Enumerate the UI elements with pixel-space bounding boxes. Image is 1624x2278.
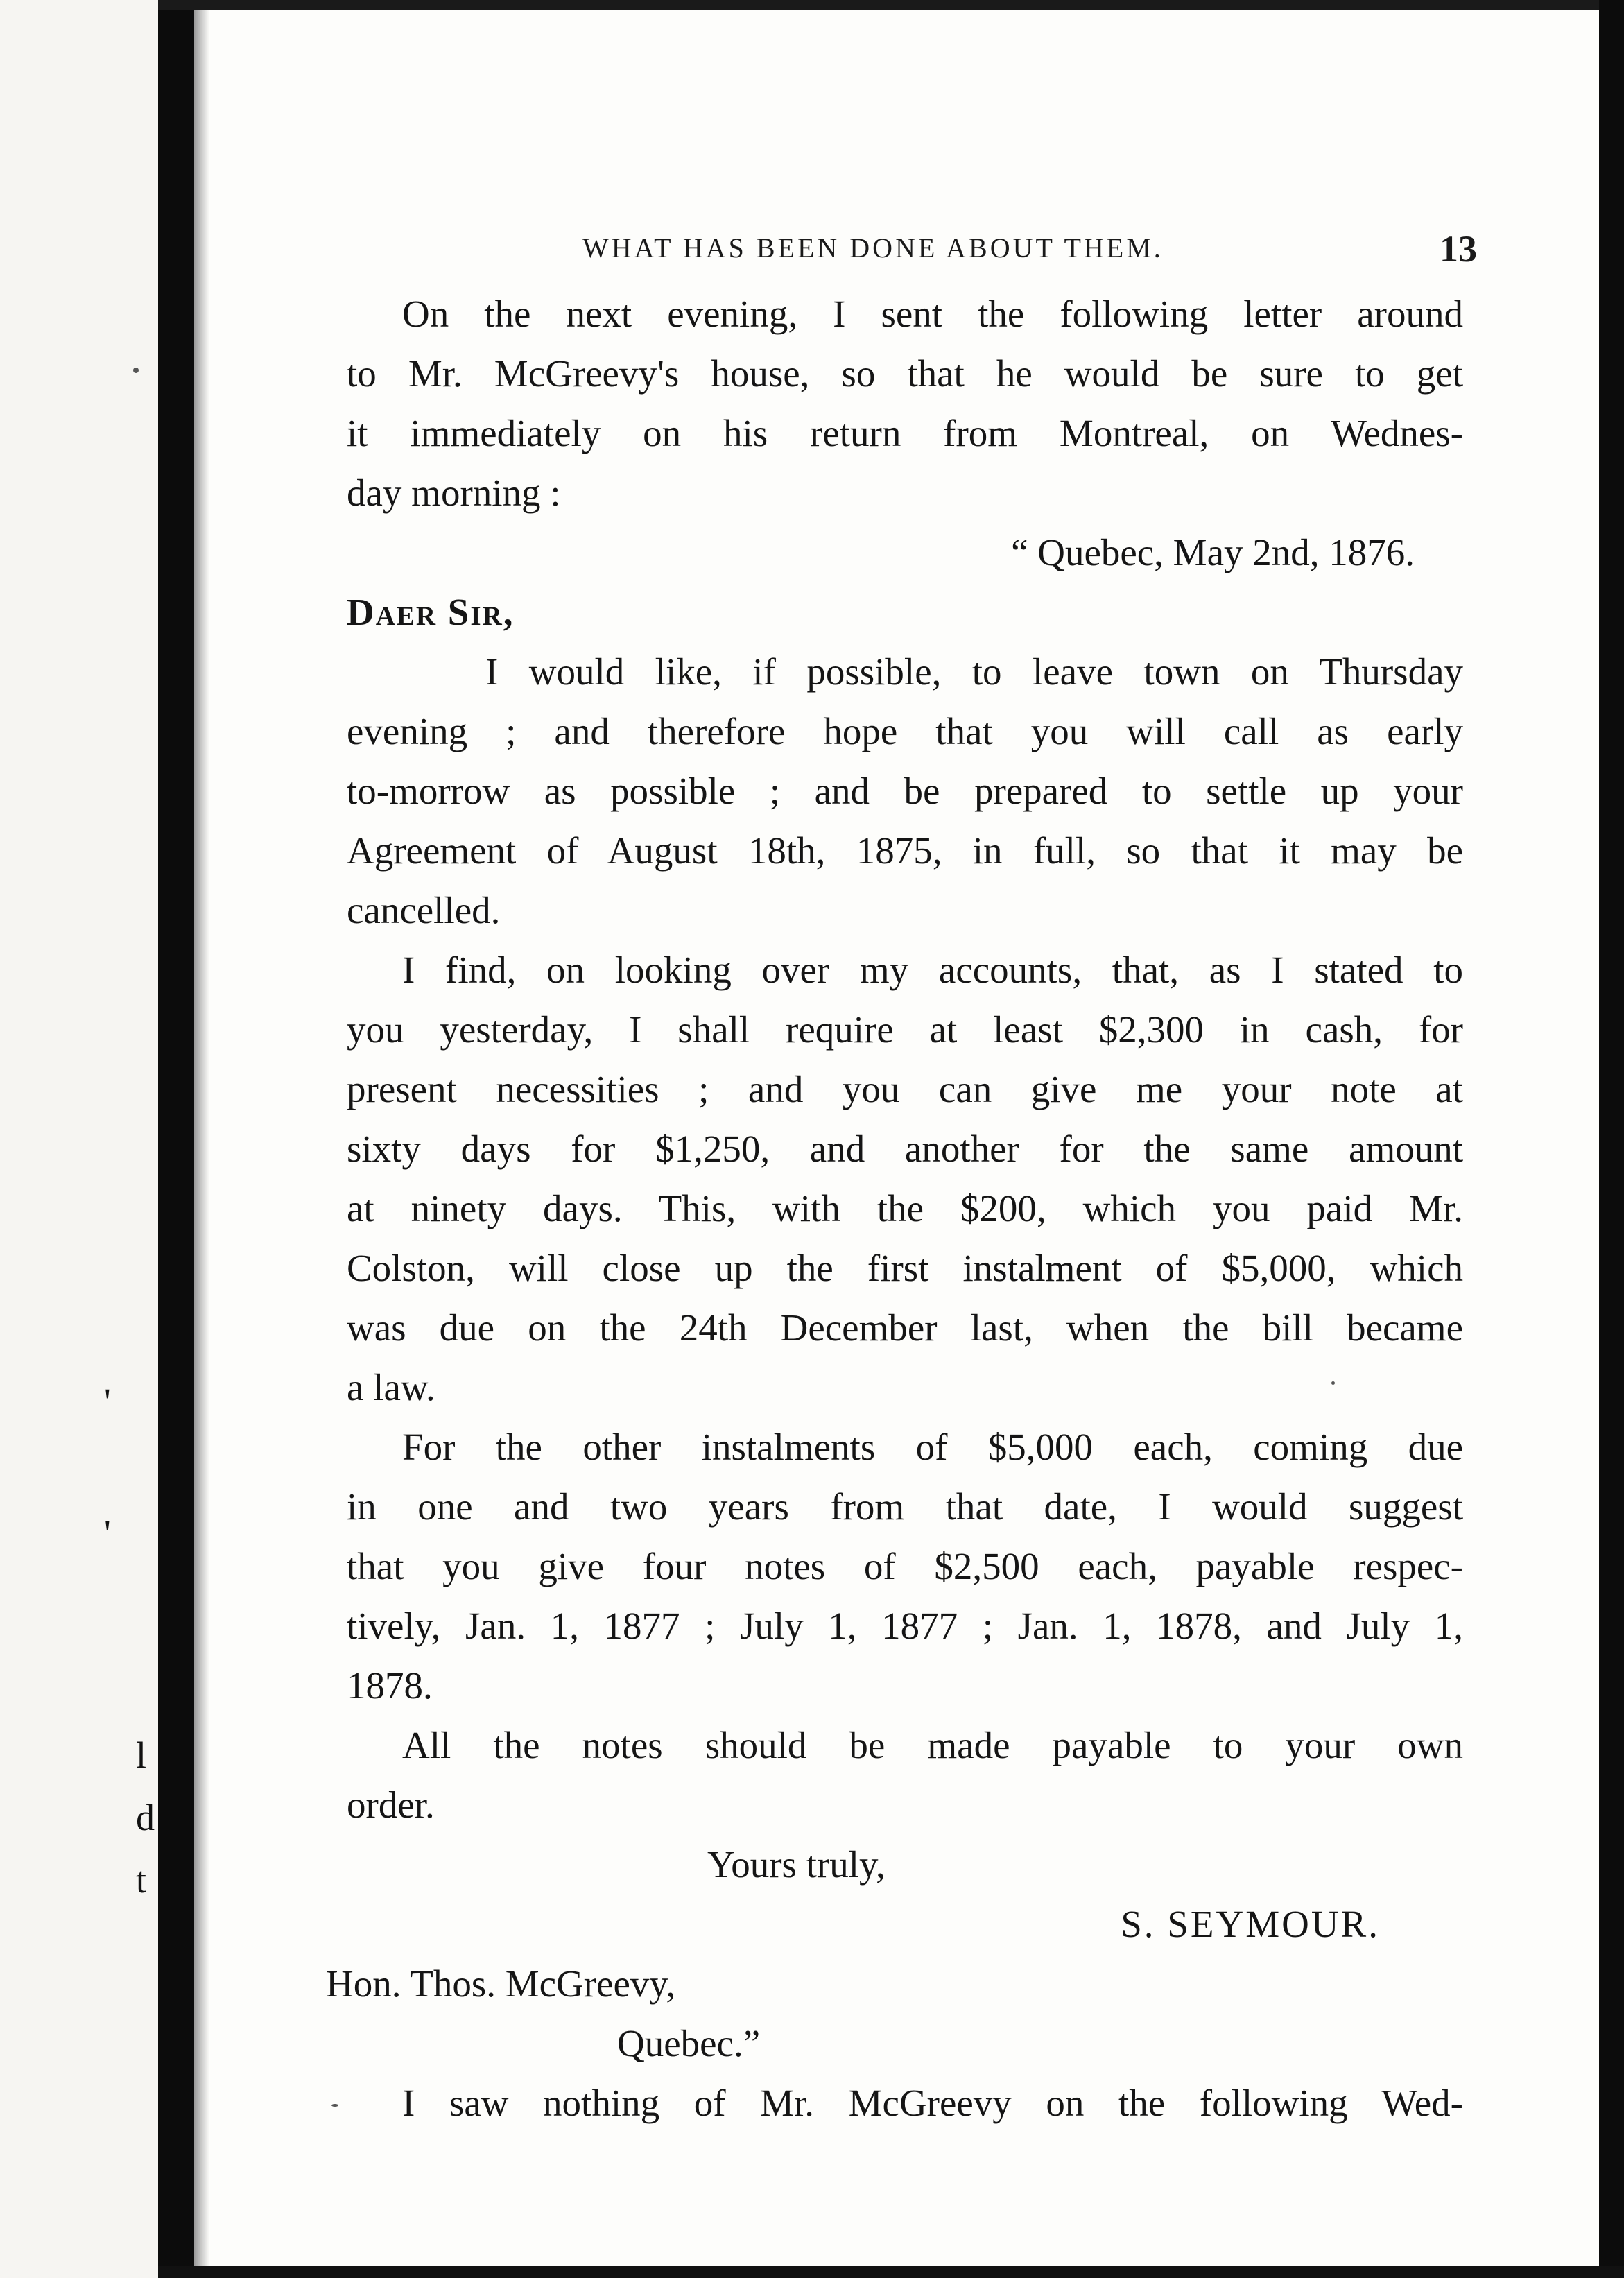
running-title: WHAT HAS BEEN DONE ABOUT THEM.: [582, 232, 1164, 264]
text-line: Colston, will close up the first instalment of $5,000, which: [347, 1247, 1463, 1289]
letter-addressee-city: Quebec.”: [617, 2022, 761, 2064]
text-line: that you give four notes of $2,500 each, payable respec-: [347, 1545, 1463, 1587]
text-line: I saw nothing of Mr. McGreevy on the following Wed-: [402, 2082, 1463, 2124]
text-line: it immediately on his return from Montreal, on Wednes-: [347, 412, 1463, 454]
dust-speck: [133, 368, 139, 373]
text-line: at ninety days. This, with the $200, which you paid Mr.: [347, 1187, 1463, 1229]
letter-salutation: Daer Sir,: [347, 591, 515, 633]
text-line: to Mr. McGreevy's house, so that he would be sure to get: [347, 352, 1463, 395]
text-line: All the notes should be made payable to your own: [402, 1724, 1463, 1766]
page-bottom-edge: [158, 2266, 1624, 2278]
text-line: 1878.: [347, 1664, 433, 1707]
adjacent-page-fragment: ': [104, 1381, 111, 1422]
gutter-shadow: [194, 0, 209, 2278]
text-line: Agreement of August 18th, 1875, in full, so that it may be: [347, 829, 1463, 872]
text-line: order.: [347, 1784, 435, 1826]
text-line: was due on the 24th December last, when the bill became: [347, 1306, 1463, 1349]
text-line: For the other instalments of $5,000 each, coming due: [402, 1426, 1463, 1468]
dust-speck: [331, 2104, 338, 2107]
text-line: you yesterday, I shall require at least $2,300 in cash, for: [347, 1008, 1463, 1051]
adjacent-page-fragment: d: [136, 1797, 155, 1838]
adjacent-page-fragment: t: [136, 1859, 147, 1901]
page-top-edge: [158, 0, 1624, 10]
text-line: evening ; and therefore hope that you will call as early: [347, 710, 1463, 752]
adjacent-page-fragment: l: [136, 1734, 147, 1776]
text-line: sixty days for $1,250, and another for the same amount: [347, 1128, 1463, 1170]
letter-signature: S. SEYMOUR.: [1121, 1903, 1380, 1945]
letter-dateline: “ Quebec, May 2nd, 1876.: [1011, 531, 1415, 573]
adjacent-page-margin: [0, 0, 158, 2278]
text-line: to-morrow as possible ; and be prepared to settle up your: [347, 770, 1463, 812]
text-line: tively, Jan. 1, 1877 ; July 1, 1877 ; Jan. 1, 1878, and July 1,: [347, 1605, 1463, 1647]
page-number: 13: [1440, 228, 1477, 270]
page-right-edge: [1599, 0, 1624, 2278]
book-binding-gutter: [158, 0, 194, 2278]
page-header: [374, 221, 1477, 276]
text-line: I find, on looking over my accounts, that, as I stated to: [402, 949, 1463, 991]
letter-addressee: Hon. Thos. McGreevy,: [326, 1962, 676, 2005]
adjacent-page-fragment: ': [104, 1512, 111, 1554]
text-line: present necessities ; and you can give me your note at: [347, 1068, 1463, 1110]
text-line: On the next evening, I sent the following letter around: [402, 293, 1463, 335]
text-line: in one and two years from that date, I would suggest: [347, 1485, 1463, 1528]
body-text: [326, 284, 1463, 2133]
text-line: cancelled.: [347, 889, 501, 931]
text-line: day morning :: [347, 472, 561, 514]
letter-closing: Yours truly,: [707, 1843, 886, 1886]
text-line: a law.: [347, 1366, 435, 1408]
text-line: I would like, if possible, to leave town on Thursday: [485, 650, 1463, 693]
